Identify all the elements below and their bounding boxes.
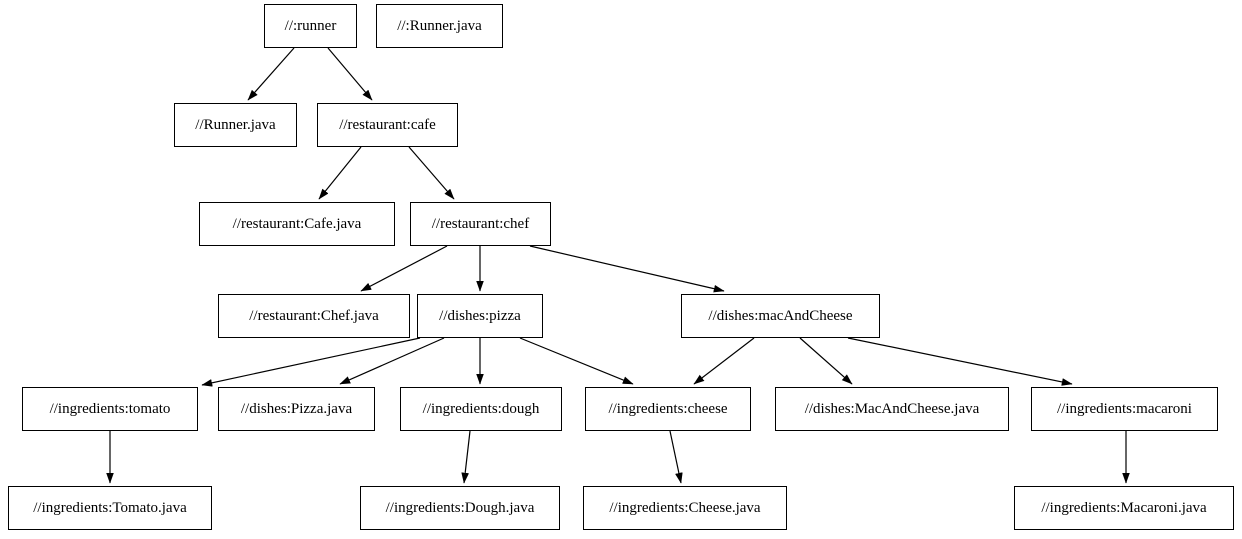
graph-node[interactable]: //dishes:Pizza.java bbox=[218, 387, 375, 431]
graph-node[interactable]: //restaurant:Cafe.java bbox=[199, 202, 395, 246]
graph-edge bbox=[340, 338, 444, 384]
graph-node[interactable]: //restaurant:chef bbox=[410, 202, 551, 246]
graph-edge bbox=[694, 338, 754, 384]
graph-node[interactable]: //ingredients:Cheese.java bbox=[583, 486, 787, 530]
graph-edge bbox=[800, 338, 852, 384]
graph-node[interactable]: //ingredients:Macaroni.java bbox=[1014, 486, 1234, 530]
graph-node[interactable]: //dishes:pizza bbox=[417, 294, 543, 338]
graph-edge bbox=[328, 48, 372, 100]
graph-node[interactable]: //ingredients:cheese bbox=[585, 387, 751, 431]
graph-edge bbox=[520, 338, 633, 384]
graph-edge bbox=[848, 338, 1072, 384]
graph-node[interactable]: //:runner bbox=[264, 4, 357, 48]
graph-node[interactable]: //dishes:MacAndCheese.java bbox=[775, 387, 1009, 431]
graph-node[interactable]: //dishes:macAndCheese bbox=[681, 294, 880, 338]
graph-edge bbox=[464, 431, 470, 483]
graph-node[interactable]: //ingredients:dough bbox=[400, 387, 562, 431]
graph-node[interactable]: //restaurant:cafe bbox=[317, 103, 458, 147]
graph-node[interactable]: //ingredients:Tomato.java bbox=[8, 486, 212, 530]
graph-edge bbox=[409, 147, 454, 199]
graph-node[interactable]: //Runner.java bbox=[174, 103, 297, 147]
graph-edge bbox=[319, 147, 361, 199]
graph-node[interactable]: //ingredients:Dough.java bbox=[360, 486, 560, 530]
graph-node[interactable]: //ingredients:tomato bbox=[22, 387, 198, 431]
graph-node[interactable]: //ingredients:macaroni bbox=[1031, 387, 1218, 431]
graph-edge bbox=[202, 338, 420, 385]
graph-node[interactable]: //restaurant:Chef.java bbox=[218, 294, 410, 338]
graph-node[interactable]: //:Runner.java bbox=[376, 4, 503, 48]
graph-edge bbox=[248, 48, 294, 100]
graph-edge bbox=[670, 431, 681, 483]
graph-edge bbox=[361, 246, 447, 291]
graph-edge bbox=[530, 246, 724, 291]
